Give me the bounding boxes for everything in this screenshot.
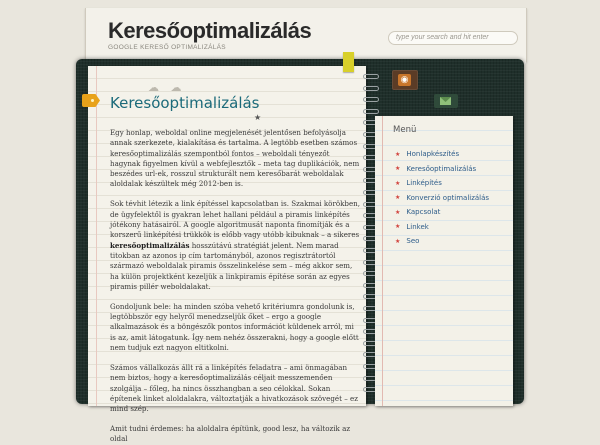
spiral-ring (363, 109, 379, 114)
menu-item-linkek[interactable] (395, 220, 489, 235)
menu-item-seo[interactable] (395, 234, 489, 249)
menu-item-label: Kapcsolat (406, 208, 441, 217)
spiral-ring (363, 86, 379, 91)
menu-item-label: Linképítés (406, 179, 442, 188)
paragraph-5: Amit tudni érdemes: ha aloldalra építünk, good lesz, ha változik az oldal (110, 424, 351, 444)
menu-item-linkepites[interactable] (395, 176, 489, 191)
search-input[interactable]: type your search and hit enter (388, 31, 518, 45)
menu-item-label: Keresőoptimalizálás (406, 164, 477, 173)
menu-item-kapcsolat[interactable] (395, 205, 489, 220)
post-title[interactable]: Keresőoptimalizálás (110, 94, 260, 112)
tab-dot (91, 99, 94, 102)
cloud-doodle-icon: ☁ ☁ (148, 81, 186, 94)
sidebar-margin-line (382, 116, 383, 406)
mail-tab[interactable] (434, 94, 458, 108)
menu-item-label: Konverzió optimalizálás (406, 193, 490, 202)
menu-item-honlapkeszites[interactable] (395, 147, 489, 162)
bookmark-ribbon (343, 52, 354, 72)
star-bullet-icon: ★ (395, 208, 401, 216)
star-bullet-icon: ★ (395, 179, 401, 187)
menu-item-label: Seo (406, 237, 420, 246)
star-bullet-icon: ★ (395, 194, 401, 202)
star-bullet-icon: ★ (395, 223, 401, 231)
site-title[interactable]: Keresőoptimalizálás (108, 18, 312, 43)
paragraph-2-text-a: Sok tévhit létezik a link építéssel kapcsolatban is. Szakmai körökben, de ügyfelektől is gyakran lehet hallani például a piramis linképítés jótékony hatásairól. A google algoritmusát naponta finomítják és a korszerű linképítési trükkök is előbb vagy utóbb kibuknak – a sikeres (110, 199, 360, 240)
menu-item-konverzio[interactable] (395, 191, 489, 206)
paragraph-4: Számos vállalkozás állt rá a linképítés feladatra – ami önmagában nem biztos, hogy a keresőoptimalizálás céljait messzemenően szolgálja – főleg, ha nincs összhangban a seo célokkal. Sokan építenek linket aloldalakra, változtatják a hivatkozások szövegét – ez mind szép. (110, 363, 358, 414)
spiral-ring (363, 74, 379, 79)
page-margin-line (96, 66, 97, 406)
menu-item-keresooptimalizalas[interactable] (395, 162, 489, 177)
star-bullet-icon: ★ (395, 150, 401, 158)
paragraph-2 (110, 199, 360, 292)
post-content (110, 128, 360, 444)
menu-item-label: Linkek (406, 222, 429, 231)
site-tagline: GOOGLE KERESŐ OPTIMALIZÁLÁS (108, 44, 226, 51)
star-bullet-icon: ★ (395, 165, 401, 173)
menu-item-label: Honlapkészítés (406, 150, 460, 159)
spiral-ring (363, 97, 379, 102)
paragraph-1: Egy honlap, weboldal online megjelenését jelentősen befolyásolja annak szerkezete, kialakítása és tartalma. A legtöbb esetben számos keresőoptimalizálás szempontból fontos – weboldali tényezőt hagynak figyelmen kívül a webfejlesztők – meta tag duplikációk, nem beszédes url-ek, rosszul strukturált nem keresőbarát weboldalak aloldalak készültek még 2012-ben is. (110, 128, 360, 189)
rss-tab[interactable] (392, 70, 418, 90)
mail-icon (440, 97, 451, 105)
paragraph-3: Gondoljunk bele: ha minden szóba vehető kritériumra gondolunk is, legtöbbször egy helyről menedzseljük őket – ergo a google alkalmazások és a böngészők pontos információt küldenek arról, mi is az, amit látogatunk. Így nem nehéz összerakni, hogy a google előtt nem tudjuk ezt nagyon eltitkolni. (110, 301, 359, 353)
paragraph-2-text-b: hosszútávú stratégiát jelent. Nem marad titokban az azonos ip cím tartományból, azonos regisztrátortól származó weboldalak piramis összelinkelése sem – még akkor sem, ha külön projektként kezeljük a linkpiramis építése során az egyes piramis pillér weboldalakat. (110, 240, 353, 291)
sidebar-menu (395, 147, 489, 249)
site-header (85, 8, 527, 62)
menu-title: Menü (393, 125, 417, 135)
keyword-bold: keresőoptimalizálás (110, 240, 190, 250)
rss-icon: ◉ (398, 74, 411, 86)
star-bullet-icon: ★ (395, 237, 401, 245)
star-divider-icon: ★ (254, 113, 262, 122)
